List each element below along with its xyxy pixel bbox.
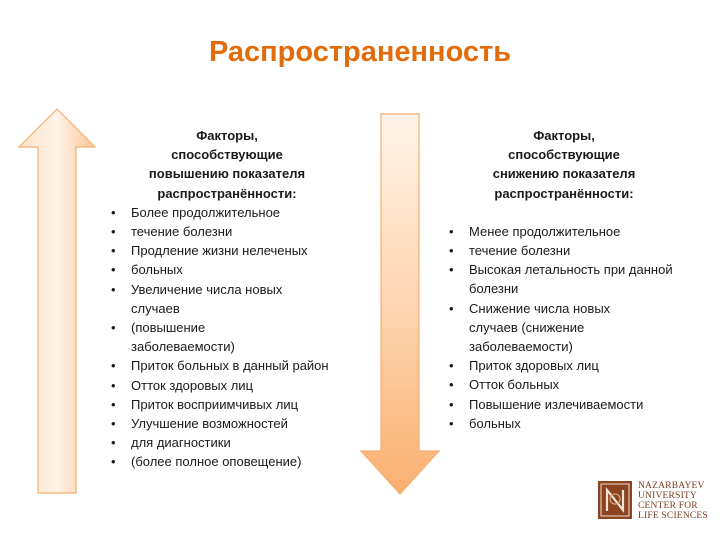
- left-column: [108, 126, 338, 472]
- list-item: • Приток здоровых лиц: [449, 358, 599, 374]
- logo-text: NAZARBAYEV UNIVERSITY CENTER FOR LIFE SCIENCES: [638, 481, 708, 521]
- list-item: • Увеличение числа новых случаев: [111, 281, 283, 316]
- right-column: [446, 126, 676, 433]
- list-item: • для диагностики: [111, 435, 231, 451]
- down-arrow-icon: [360, 113, 440, 495]
- list-item: • Менее продолжительное: [449, 223, 621, 239]
- list-item: • (более полное оповещение): [111, 454, 302, 470]
- right-column-heading: Факторы, способствующие снижению показателя распространённости:: [492, 128, 636, 201]
- up-arrow-icon: [18, 108, 96, 494]
- list-item: • (повышение заболеваемости): [111, 320, 235, 355]
- list-item: • Продление жизни нелеченых: [111, 243, 308, 259]
- list-item: • больных: [449, 415, 521, 431]
- list-item: • Снижение числа новых случаев (снижение заболеваемости): [449, 300, 611, 355]
- list-item: • течение болезни: [449, 243, 571, 259]
- list-item: • больных: [111, 262, 183, 278]
- university-emblem-icon: [598, 481, 632, 519]
- list-item: • Приток больных в данный район: [111, 358, 329, 374]
- right-factor-list: [446, 222, 676, 433]
- slide-title: Распространенность: [208, 36, 512, 68]
- nazarbayev-logo: [598, 478, 716, 524]
- list-item: • Высокая летальность при данной болезни: [449, 262, 673, 297]
- list-item: • Отток здоровых лиц: [111, 377, 254, 393]
- list-item: • Более продолжительное: [111, 204, 281, 220]
- list-item: • Отток больных: [449, 377, 560, 393]
- list-item: • Приток восприимчивых лиц: [111, 396, 299, 412]
- list-item: • Повышение излечиваемости: [449, 396, 644, 412]
- list-item: • течение болезни: [111, 224, 233, 240]
- list-item: • Улучшение возможностей: [111, 416, 288, 432]
- left-column-heading: Факторы, способствующие повышению показателя распространённости:: [148, 128, 306, 201]
- left-factor-list: [108, 203, 338, 472]
